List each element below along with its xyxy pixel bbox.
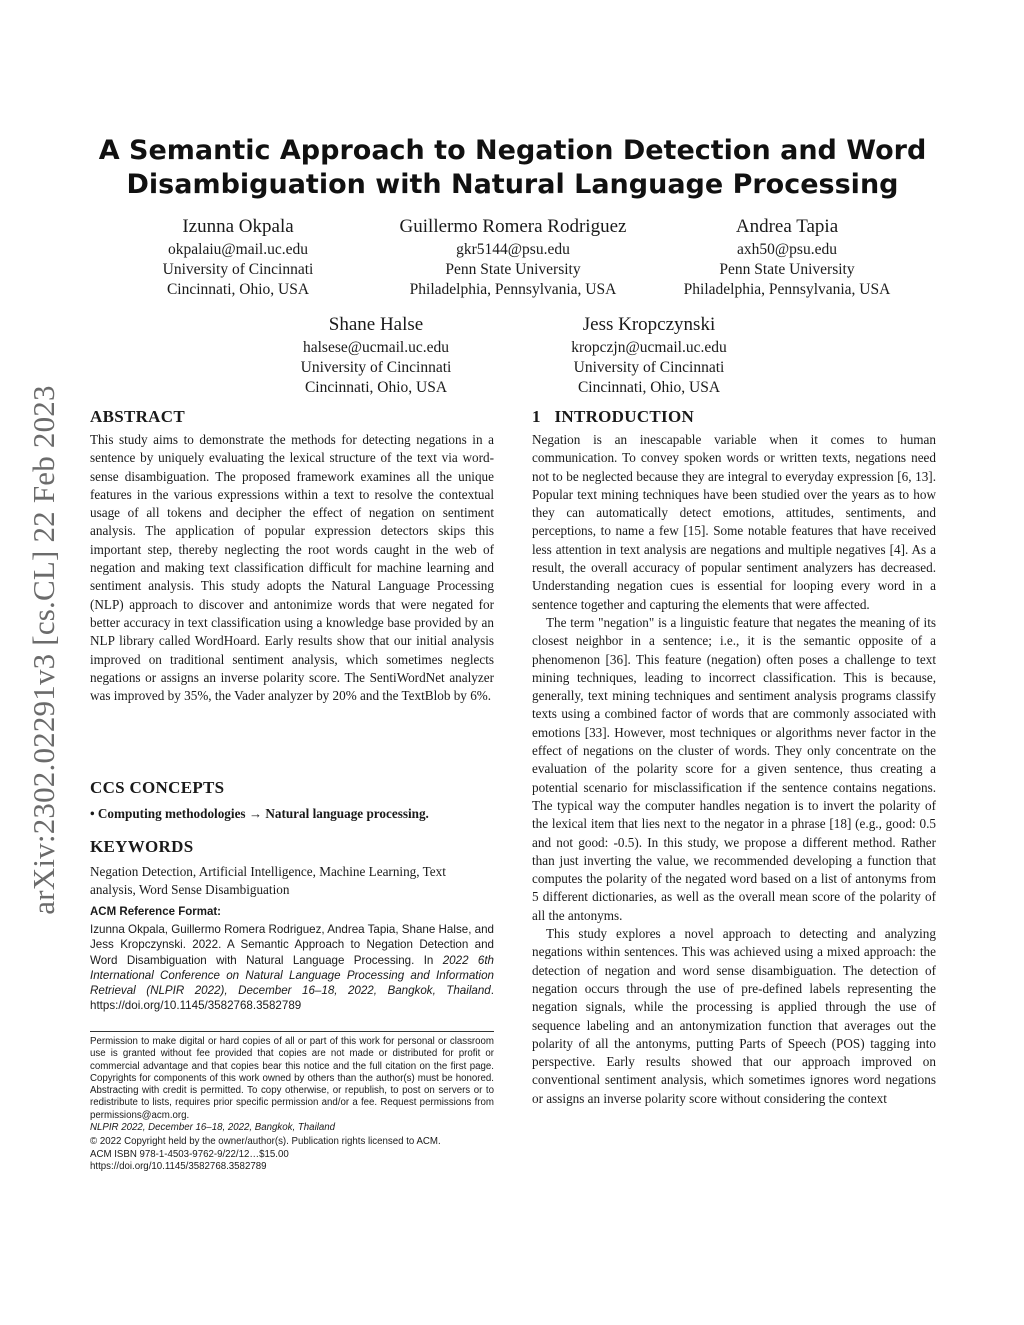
author-email: axh50@psu.edu xyxy=(737,241,837,258)
venue-line xyxy=(90,1122,494,1134)
title-line-2: Disambiguation with Natural Language Processing xyxy=(126,169,899,200)
keywords-section xyxy=(90,836,494,900)
abstract-heading: ABSTRACT xyxy=(90,407,185,426)
author-location: Cincinnati, Ohio, USA xyxy=(577,379,721,396)
author-email: gkr5144@psu.edu xyxy=(456,241,570,258)
author-block-4 xyxy=(256,313,496,398)
author-name: Shane Halse xyxy=(328,314,424,335)
intro-paragraph-2: The term "negation" is a linguistic feature that negates the meaning of its closest neighbor in a sentence; i.e., it is the semantic opposite of a phenomenon [36]. This feature (negation) often poses a challenge to text mining techniques, leading to incorrect classification. This is because, generally, text mining techniques and sentiment analysis programs classify texts using a combined factor of words that are commonly associated with emotions [33]. However, most techniques or algorithms never factor in the effect of negations on the cluster of words. They only concentrate on the evaluation of the polarity score for a given sentence, thus creating a potential scenario for misclassification if the sentence contains negations. The typical way the computer handles negation is to invert the polarity of the lexical item that lies next to the negator in a phrase [18] (e.g., good: 0.5 and not good: -0.5). In this study, we propose a different method. Rather than just inverting the value, we recommended developing a function that computes the polarity of the negated word based on a list of antonyms from 5 different dictionaries, as well as the overall mean score of the polarity of all the antonyms. xyxy=(532,614,936,923)
left-column xyxy=(90,406,494,705)
author-name: Guillermo Romera Rodriguez xyxy=(399,216,627,237)
author-email: halsese@ucmail.uc.edu xyxy=(303,339,449,356)
author-block-3 xyxy=(662,215,912,300)
author-location: Cincinnati, Ohio, USA xyxy=(304,379,448,396)
author-affiliation: Penn State University xyxy=(719,261,855,278)
acm-reference-plain: Izunna Okpala, Guillermo Romera Rodriguez, Andrea Tapia, Shane Halse, and Jess Kropczynski. 2022. A Semantic Approach to Negation Detection and Word Disambiguation with Natural Language Processing. In xyxy=(90,923,494,967)
introduction-heading: 1 INTRODUCTION xyxy=(532,407,695,426)
acm-reference-section xyxy=(90,905,494,1014)
footnote-section xyxy=(90,1031,494,1173)
author-name: Jess Kropczynski xyxy=(582,314,716,335)
intro-paragraph-1: Negation is an inescapable variable when it comes to human communication. To convey spoken words or written texts, negations need not to be neglected because they are integral to everyday expression [6, 13]. Popular text mining techniques have been studied over the years as to how they can automatically detect emotions, attitudes, sentiments, and perceptions, to name a few [15]. Some notable features that have received less attention in text analysis are negations and multiple negatives [4]. As a result, the overall accuracy of popular sentiment analyzers has decreased. Understanding negation cues is essential for looping every word in a sentence together and capturing the elements that were affected. xyxy=(532,432,936,612)
author-block-5 xyxy=(529,313,769,398)
author-email: kropczjn@ucmail.uc.edu xyxy=(571,339,727,356)
ccs-section xyxy=(90,777,494,823)
doi-link[interactable]: https://doi.org/10.1145/3582768.3582789 xyxy=(90,1160,267,1172)
author-affiliation: Penn State University xyxy=(445,261,581,278)
abstract-text: This study aims to demonstrate the methods for detecting negations in a sentence by uniquely evaluating the lexical structure of the text via word-sense disambiguation. The proposed framework examines all the unique features in the various expressions within a text to resolve the contextual usage of all tokens and decipher the effect of negation on sentiment analysis. The application of popular expression detectors skips this important step, thereby neglecting the root words caught in the web of negation and making text classification difficult for machine learning and sentiment analysis. This study adopts the Natural Language Processing (NLP) approach to discover and antonimize words that were negated for better accuracy in text classification using a knowledge base provided by an NLP library called WordHoard. Early results show that our initial analysis improved on traditional sentiment analysis, which sometimes neglects negations or assigns an inverse polarity score. The SentiWordNet analyzer was improved by 35%, the Vader analyzer by 20% and the TextBlob by 6%. xyxy=(90,432,494,704)
acm-reference-doi[interactable]: . https://doi.org/10.1145/3582768.3582789 xyxy=(90,984,494,1013)
author-name: Izunna Okpala xyxy=(182,216,294,237)
ccs-text: • Computing methodologies → Natural language processing. xyxy=(90,806,429,821)
author-name: Andrea Tapia xyxy=(735,216,839,237)
permission-notice: Permission to make digital or hard copies of all or part of this work for personal or classroom use is granted without fee provided that copies are not made or distributed for profit or commercial advantage and that copies bear this notice and the full citation on the first page. Copyrights for components of this work owned by others than the author(s) must be honored. Abstracting with credit is permitted. To copy otherwise, or republish, to post on servers or to redistribute to lists, requires prior specific permission and/or a fee. Request permissions from permissions@acm.org. xyxy=(90,1036,494,1121)
footnote-divider xyxy=(90,1031,494,1032)
author-location: Cincinnati, Ohio, USA xyxy=(166,281,310,298)
venue-text: NLPIR 2022, December 16–18, 2022, Bangkok, Thailand xyxy=(90,1122,336,1134)
ccs-heading: CCS CONCEPTS xyxy=(90,778,225,797)
acm-reference-text xyxy=(90,922,494,1014)
copyright-block xyxy=(90,1136,494,1173)
acm-reference-heading: ACM Reference Format: xyxy=(90,906,221,918)
author-affiliation: University of Cincinnati xyxy=(573,359,725,376)
intro-paragraph-3: This study explores a novel approach to detecting and analyzing negations within sentences. This was achieved using a mixed approach: the detection of negation and word sense disambiguation. The detection of negation occurs through the use of pre-defined labels representing the negation signals, while the processing is applied through the use of sequence labeling and an antonymization function that averages out the polarity of all the antonyms, putting Parts of Speech (POS) tagging into perspective. Early results showed that our approach improved on conventional sentiment analysis, which sometimes ignores word negations or assigns an inverse polarity score without considering the context xyxy=(532,926,936,1106)
author-location: Philadelphia, Pennsylvania, USA xyxy=(409,281,617,298)
arxiv-sidebar-stamp xyxy=(26,360,61,940)
keywords-heading: KEYWORDS xyxy=(90,837,194,856)
author-block-2 xyxy=(378,215,648,300)
author-affiliation: University of Cincinnati xyxy=(162,261,314,278)
author-block-1 xyxy=(118,215,358,300)
copyright-line: © 2022 Copyright held by the owner/author(s). Publication rights licensed to ACM. xyxy=(90,1136,441,1148)
isbn-line: ACM ISBN 978-1-4503-9762-9/22/12…$15.00 xyxy=(90,1148,289,1160)
paper-title xyxy=(90,134,935,202)
arxiv-id: arXiv:2302.02291v3 [cs.CL] 22 Feb 2023 xyxy=(26,385,61,915)
author-email: okpalaiu@mail.uc.edu xyxy=(168,241,308,258)
title-line-1: A Semantic Approach to Negation Detection and Word xyxy=(98,135,927,166)
introduction-section xyxy=(532,406,936,1108)
author-location: Philadelphia, Pennsylvania, USA xyxy=(683,281,891,298)
keywords-text: Negation Detection, Artificial Intelligence, Machine Learning, Text analysis, Word Sense Disambiguation xyxy=(90,864,446,898)
acm-reference-venue: 2022 6th International Conference on Natural Language Processing and Information Retrieval (NLPIR 2022), December 16–18, 2022, Bangkok, Thailand xyxy=(90,953,495,998)
author-affiliation: University of Cincinnati xyxy=(300,359,452,376)
